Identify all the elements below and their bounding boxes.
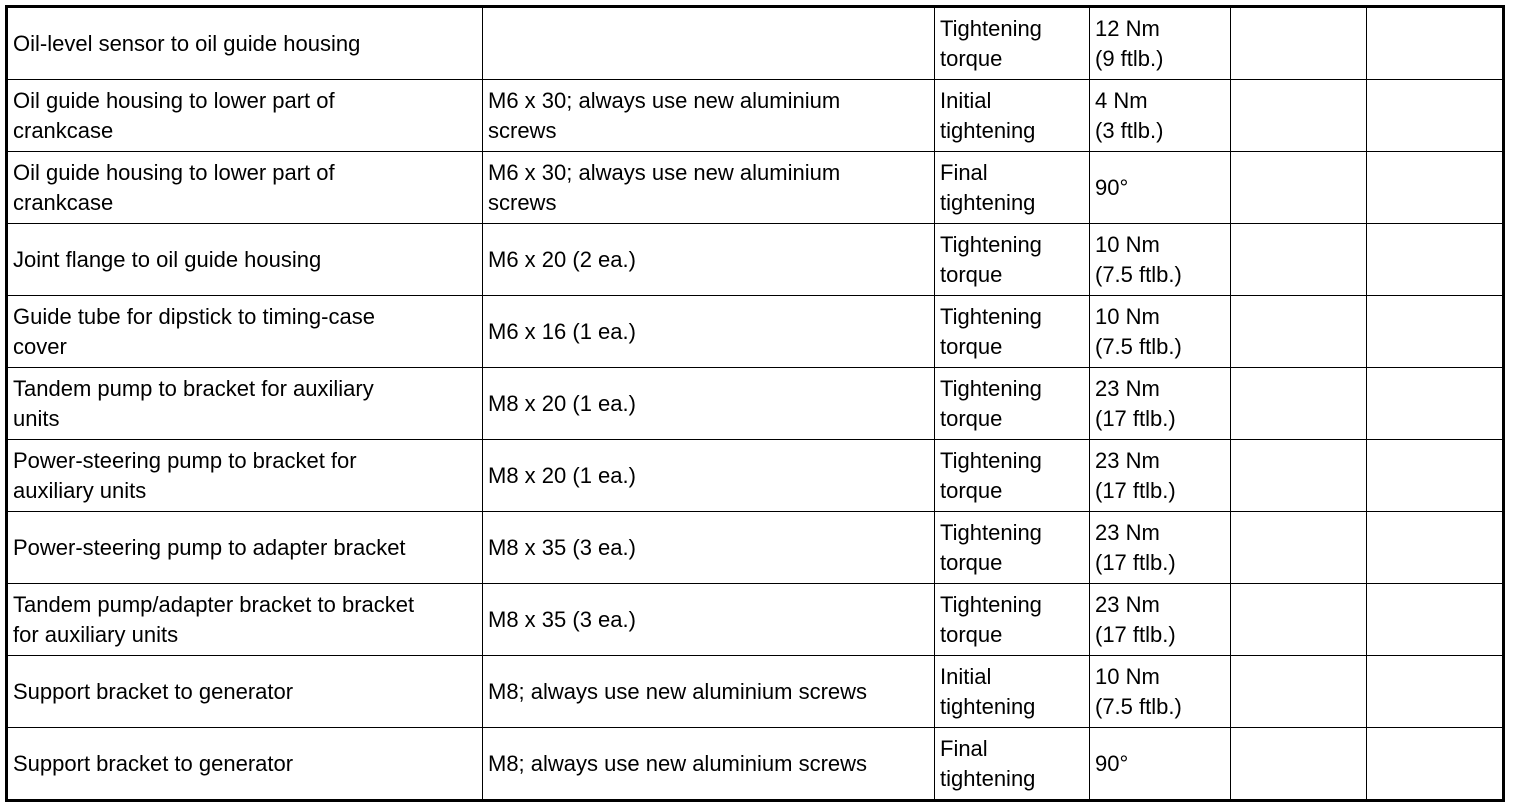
empty-cell [1231,440,1367,512]
torque-value-cell: 23 Nm (17 ftlb.) [1090,440,1231,512]
empty-cell [1367,80,1504,152]
empty-cell [1231,7,1367,80]
table-row [7,440,1504,512]
tightening-step-cell: Tightening torque [935,7,1090,80]
torque-value-cell: 12 Nm (9 ftlb.) [1090,7,1231,80]
empty-cell [1231,368,1367,440]
component-cell: Tandem pump/adapter bracket to bracket for auxiliary units [7,584,483,656]
torque-specification-table [5,5,1505,802]
tightening-step-cell: Tightening torque [935,368,1090,440]
table-row [7,584,1504,656]
component-cell: Power-steering pump to bracket for auxiliary units [7,440,483,512]
table-row [7,152,1504,224]
component-cell: Support bracket to generator [7,728,483,801]
empty-cell [1231,296,1367,368]
tightening-step-cell: Tightening torque [935,440,1090,512]
empty-cell [1231,656,1367,728]
empty-cell [1231,584,1367,656]
empty-cell [1367,512,1504,584]
torque-value-cell: 10 Nm (7.5 ftlb.) [1090,656,1231,728]
empty-cell [1231,152,1367,224]
table-row [7,80,1504,152]
torque-value-cell: 23 Nm (17 ftlb.) [1090,584,1231,656]
empty-cell [1367,368,1504,440]
empty-cell [1367,656,1504,728]
component-cell: Support bracket to generator [7,656,483,728]
empty-cell [1367,296,1504,368]
torque-value-cell: 90° [1090,152,1231,224]
component-cell: Oil guide housing to lower part of crankcase [7,80,483,152]
torque-value-cell: 23 Nm (17 ftlb.) [1090,512,1231,584]
torque-value-cell: 90° [1090,728,1231,801]
empty-cell [1231,224,1367,296]
torque-value-cell: 10 Nm (7.5 ftlb.) [1090,224,1231,296]
table-row [7,656,1504,728]
table-body [7,7,1504,801]
torque-value-cell: 4 Nm (3 ftlb.) [1090,80,1231,152]
component-cell: Oil guide housing to lower part of crankcase [7,152,483,224]
fastener-cell: M8 x 20 (1 ea.) [483,368,935,440]
fastener-cell: M8; always use new aluminium screws [483,656,935,728]
fastener-cell: M8 x 35 (3 ea.) [483,584,935,656]
empty-cell [1367,152,1504,224]
component-cell: Guide tube for dipstick to timing-case cover [7,296,483,368]
table-row [7,512,1504,584]
tightening-step-cell: Tightening torque [935,512,1090,584]
tightening-step-cell: Initial tightening [935,656,1090,728]
fastener-cell: M8; always use new aluminium screws [483,728,935,801]
table-row [7,296,1504,368]
empty-cell [1231,728,1367,801]
component-cell: Joint flange to oil guide housing [7,224,483,296]
empty-cell [1367,728,1504,801]
fastener-cell: M6 x 20 (2 ea.) [483,224,935,296]
empty-cell [1367,224,1504,296]
tightening-step-cell: Initial tightening [935,80,1090,152]
empty-cell [1367,7,1504,80]
tightening-step-cell: Tightening torque [935,296,1090,368]
empty-cell [1231,512,1367,584]
empty-cell [1367,440,1504,512]
fastener-cell: M6 x 30; always use new aluminium screws [483,80,935,152]
tightening-step-cell: Final tightening [935,152,1090,224]
table-row [7,728,1504,801]
table-row [7,224,1504,296]
tightening-step-cell: Tightening torque [935,584,1090,656]
torque-value-cell: 10 Nm (7.5 ftlb.) [1090,296,1231,368]
empty-cell [1367,584,1504,656]
component-cell: Power-steering pump to adapter bracket [7,512,483,584]
fastener-cell: M6 x 16 (1 ea.) [483,296,935,368]
fastener-cell: M8 x 35 (3 ea.) [483,512,935,584]
fastener-cell: M6 x 30; always use new aluminium screws [483,152,935,224]
component-cell: Tandem pump to bracket for auxiliary units [7,368,483,440]
tightening-step-cell: Final tightening [935,728,1090,801]
table-row [7,368,1504,440]
table-row [7,7,1504,80]
empty-cell [1231,80,1367,152]
fastener-cell [483,7,935,80]
fastener-cell: M8 x 20 (1 ea.) [483,440,935,512]
torque-value-cell: 23 Nm (17 ftlb.) [1090,368,1231,440]
component-cell: Oil-level sensor to oil guide housing [7,7,483,80]
tightening-step-cell: Tightening torque [935,224,1090,296]
